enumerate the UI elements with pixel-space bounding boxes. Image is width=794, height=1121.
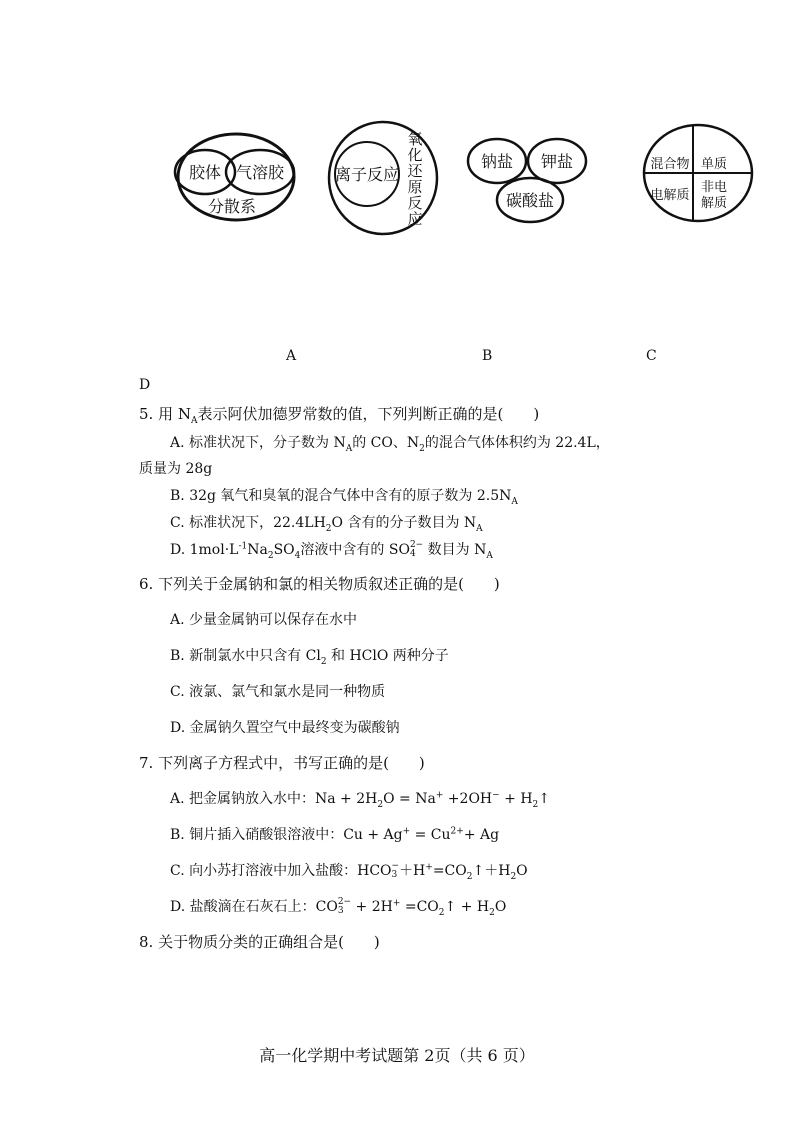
- label-c: C: [646, 348, 657, 364]
- diagram-b: [325, 108, 445, 250]
- q5-option-c: C. 标准状况下，$22.4LH_2O$ 含有的分子数目为 $N_A$: [170, 515, 483, 534]
- q8-stem: 8. 关于物质分类的正确组合是( ): [139, 933, 380, 951]
- q6-option-a: A. 少量金属钠可以保存在水中: [170, 612, 358, 628]
- carbonate-label: 碳酸盐: [505, 191, 555, 210]
- diagram-c: [462, 108, 597, 228]
- ionic-reaction-label: 离子反应: [334, 165, 400, 184]
- potassium-salt-label: 钾盐: [540, 152, 574, 171]
- diagram-a: [170, 108, 305, 230]
- q5-option-a: A. 标准状况下，分子数为 $N_A$的 CO、$N_2$的混合气体体积约为 22.4L，: [170, 435, 610, 454]
- aerosol-label: 气溶胶: [235, 163, 285, 182]
- redox-char-4: 原: [407, 178, 423, 196]
- q7-option-a: A. 把金属钠放入水中：$Na + 2H_2O = Na^+ +2OH^-$ + $H_2↑$: [170, 790, 550, 810]
- q5-stem: 5. 用 $N_A$表示阿伏加德罗常数的值，下列判断正确的是( ): [139, 405, 540, 426]
- mixture-label: 混合物: [650, 157, 690, 172]
- colloid-label: 胶体: [188, 163, 222, 182]
- dispersion-label: 分散系: [207, 197, 257, 216]
- redox-char-5: 反: [407, 194, 423, 212]
- q7-option-d: D. 盐酸滴在石灰石上：CO 2− 3 + $2H^+ =CO_2↑ + H_2O$: [170, 897, 507, 918]
- q7-stem: 7. 下列离子方程式中，书写正确的是( ): [139, 754, 425, 772]
- q7-option-c: C. 向小苏打溶液中加入盐酸：HCO − 3 $+H^+=CO_2↑+H_2O$: [170, 861, 528, 882]
- q6-option-b: B. 新制氯水中只含有 $Cl_2$ 和 HClO 两种分子: [170, 648, 449, 667]
- q6-option-d: D. 金属钠久置空气中最终变为碳酸钠: [170, 720, 400, 736]
- element-label: 单质: [700, 157, 728, 172]
- electrolyte-label: 电解质: [650, 188, 690, 203]
- label-d: D: [139, 377, 151, 393]
- diagram-d: [636, 108, 766, 228]
- q5-option-d: D. $1mol\cdot L^{-1}Na_2SO_4$溶液中含有的 SO 2− 4 数目为 $N_A$: [170, 540, 493, 561]
- sodium-salt-label: 钠盐: [480, 152, 514, 171]
- page-footer: 高一化学期中考试题第 2页（共 6 页）: [259, 1046, 535, 1065]
- q5-option-a-line2: 质量为 28g: [139, 461, 213, 477]
- label-b: B: [482, 348, 493, 364]
- label-a: A: [286, 348, 297, 364]
- redox-char-3: 还: [407, 162, 423, 180]
- q6-option-c: C. 液氯、氯气和氯水是同一种物质: [170, 684, 386, 700]
- q6-stem: 6. 下列关于金属钠和氯的相关物质叙述正确的是( ): [139, 575, 500, 593]
- redox-char-1: 氧: [407, 130, 423, 148]
- non-electrolyte-label-2: 解质: [700, 196, 728, 211]
- q7-option-b: B. 铜片插入硝酸银溶液中：$Cu + Ag^+ = Cu^{2+}+ Ag$: [170, 826, 500, 843]
- redox-char-6: 应: [407, 210, 423, 228]
- redox-char-2: 化: [407, 146, 423, 164]
- q5-option-b: B. 32g 氧气和臭氧的混合气体中含有的原子数为 $2.5N_A$: [170, 488, 518, 507]
- non-electrolyte-label-1: 非电: [700, 180, 728, 195]
